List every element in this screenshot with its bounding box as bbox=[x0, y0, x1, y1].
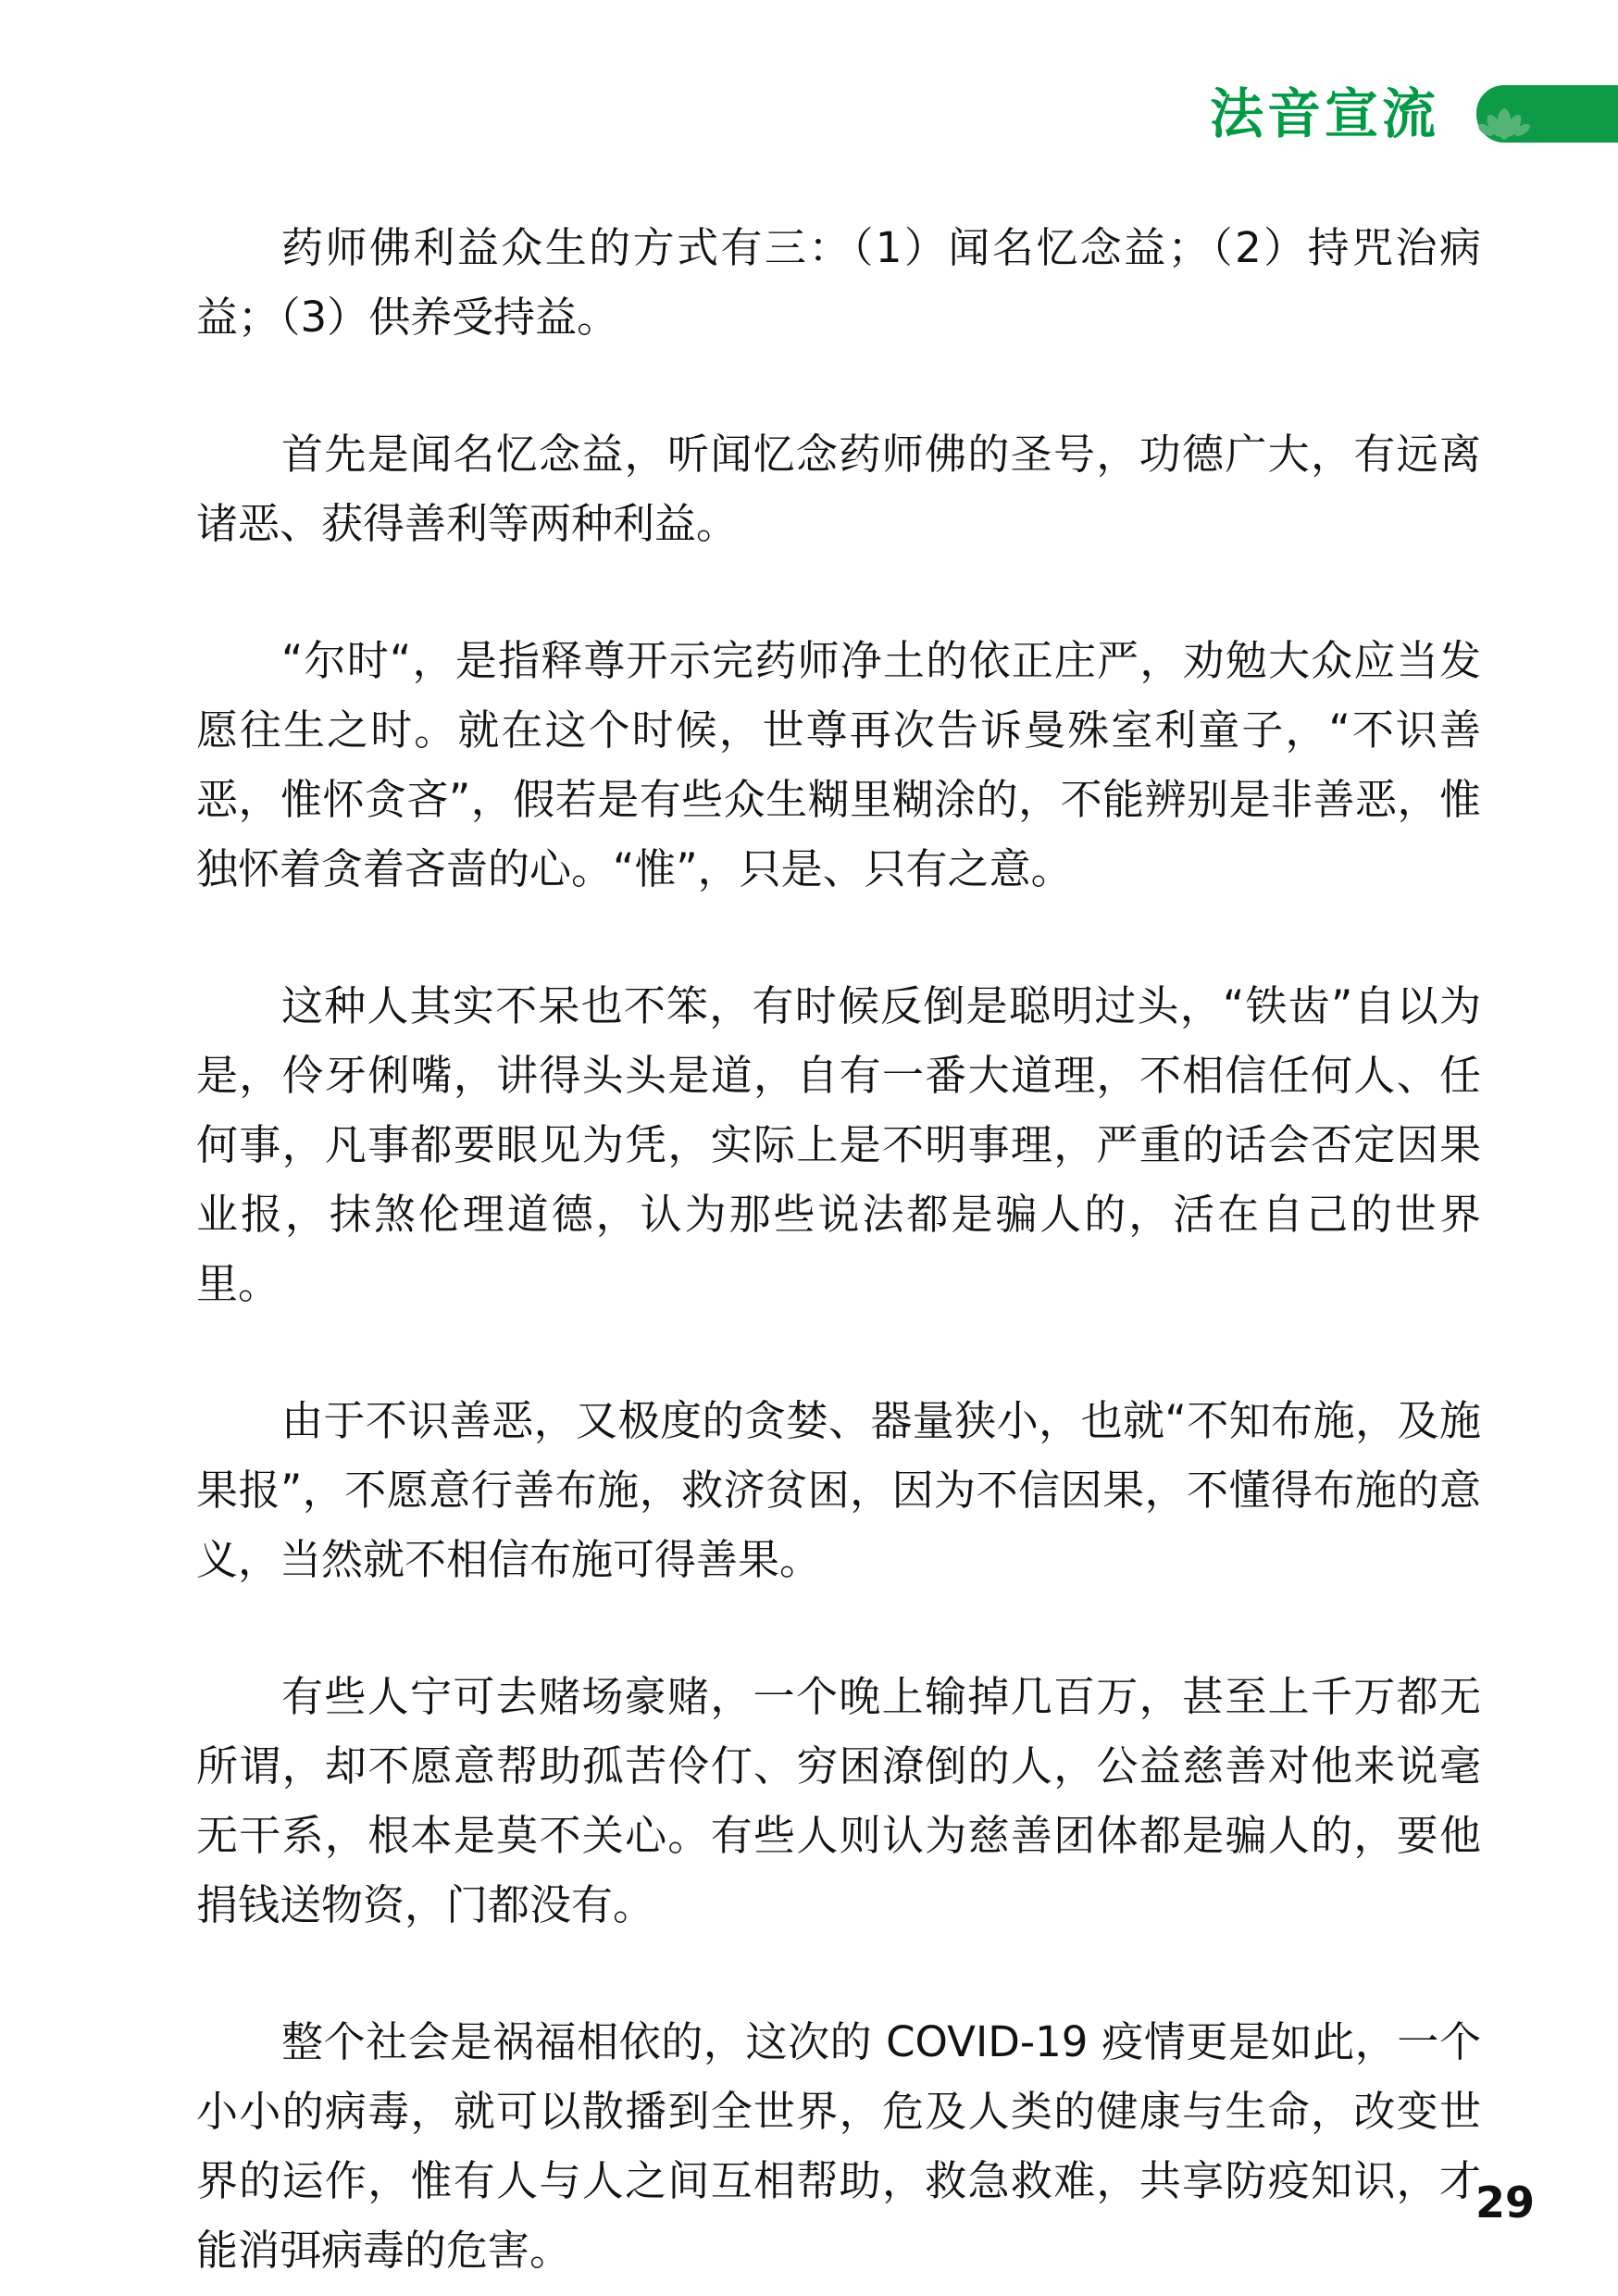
body-paragraph: 由于不识善恶，又极度的贪婪、器量狭小，也就“不知布施，及施果报”，不愿意行善布施，救济贫困，因为不信因果，不懂得布施的意义，当然就不相信布施可得善果。 bbox=[196, 1396, 1481, 1584]
body-paragraph: 药师佛利益众生的方式有三：（1）闻名忆念益；（2）持咒治病益；（3）供养受持益。 bbox=[196, 223, 1481, 342]
article-body bbox=[196, 213, 1481, 2296]
page-header bbox=[1209, 82, 1618, 145]
body-paragraph: 整个社会是祸福相依的，这次的 COVID-19 疫情更是如此，一个小小的病毒，就可以散播到全世界，危及人类的健康与生命，改变世界的运作，惟有人与人之间互相帮助，救急救难，共享防疫知识，才能消弭病毒的危害。 bbox=[196, 2017, 1481, 2275]
body-paragraph: 有些人宁可去赌场豪赌，一个晚上输掉几百万，甚至上千万都无所谓，却不愿意帮助孤苦伶仃、穷困潦倒的人，公益慈善对他来说毫无干系，根本是莫不关心。有些人则认为慈善团体都是骗人的，要他捐钱送物资，门都没有。 bbox=[196, 1672, 1481, 1929]
lotus-badge bbox=[1476, 85, 1618, 143]
brand-logo-text: 法音宣流 bbox=[1209, 82, 1439, 145]
body-paragraph: 首先是闻名忆念益，听闻忆念药师佛的圣号，功德广大，有远离诸恶、获得善利等两种利益。 bbox=[196, 430, 1481, 548]
body-paragraph: “尔时“，是指释尊开示完药师净土的依正庄严，劝勉大众应当发愿往生之时。就在这个时候，世尊再次告诉曼殊室利童子，“不识善恶，惟怀贪吝”，假若是有些众生糊里糊涂的，不能辨别是非善恶，惟独怀着贪着吝啬的心。“惟”，只是、只有之意。 bbox=[196, 636, 1481, 893]
body-paragraph: 这种人其实不呆也不笨，有时候反倒是聪明过头，“铁齿”自以为是，伶牙俐嘴，讲得头头是道，自有一番大道理，不相信任何人、任何事，凡事都要眼见为凭，实际上是不明事理，严重的话会否定因果业报，抹煞伦理道德，认为那些说法都是骗人的，活在自己的世界里。 bbox=[196, 981, 1481, 1308]
page-number: 29 bbox=[1475, 2177, 1535, 2227]
